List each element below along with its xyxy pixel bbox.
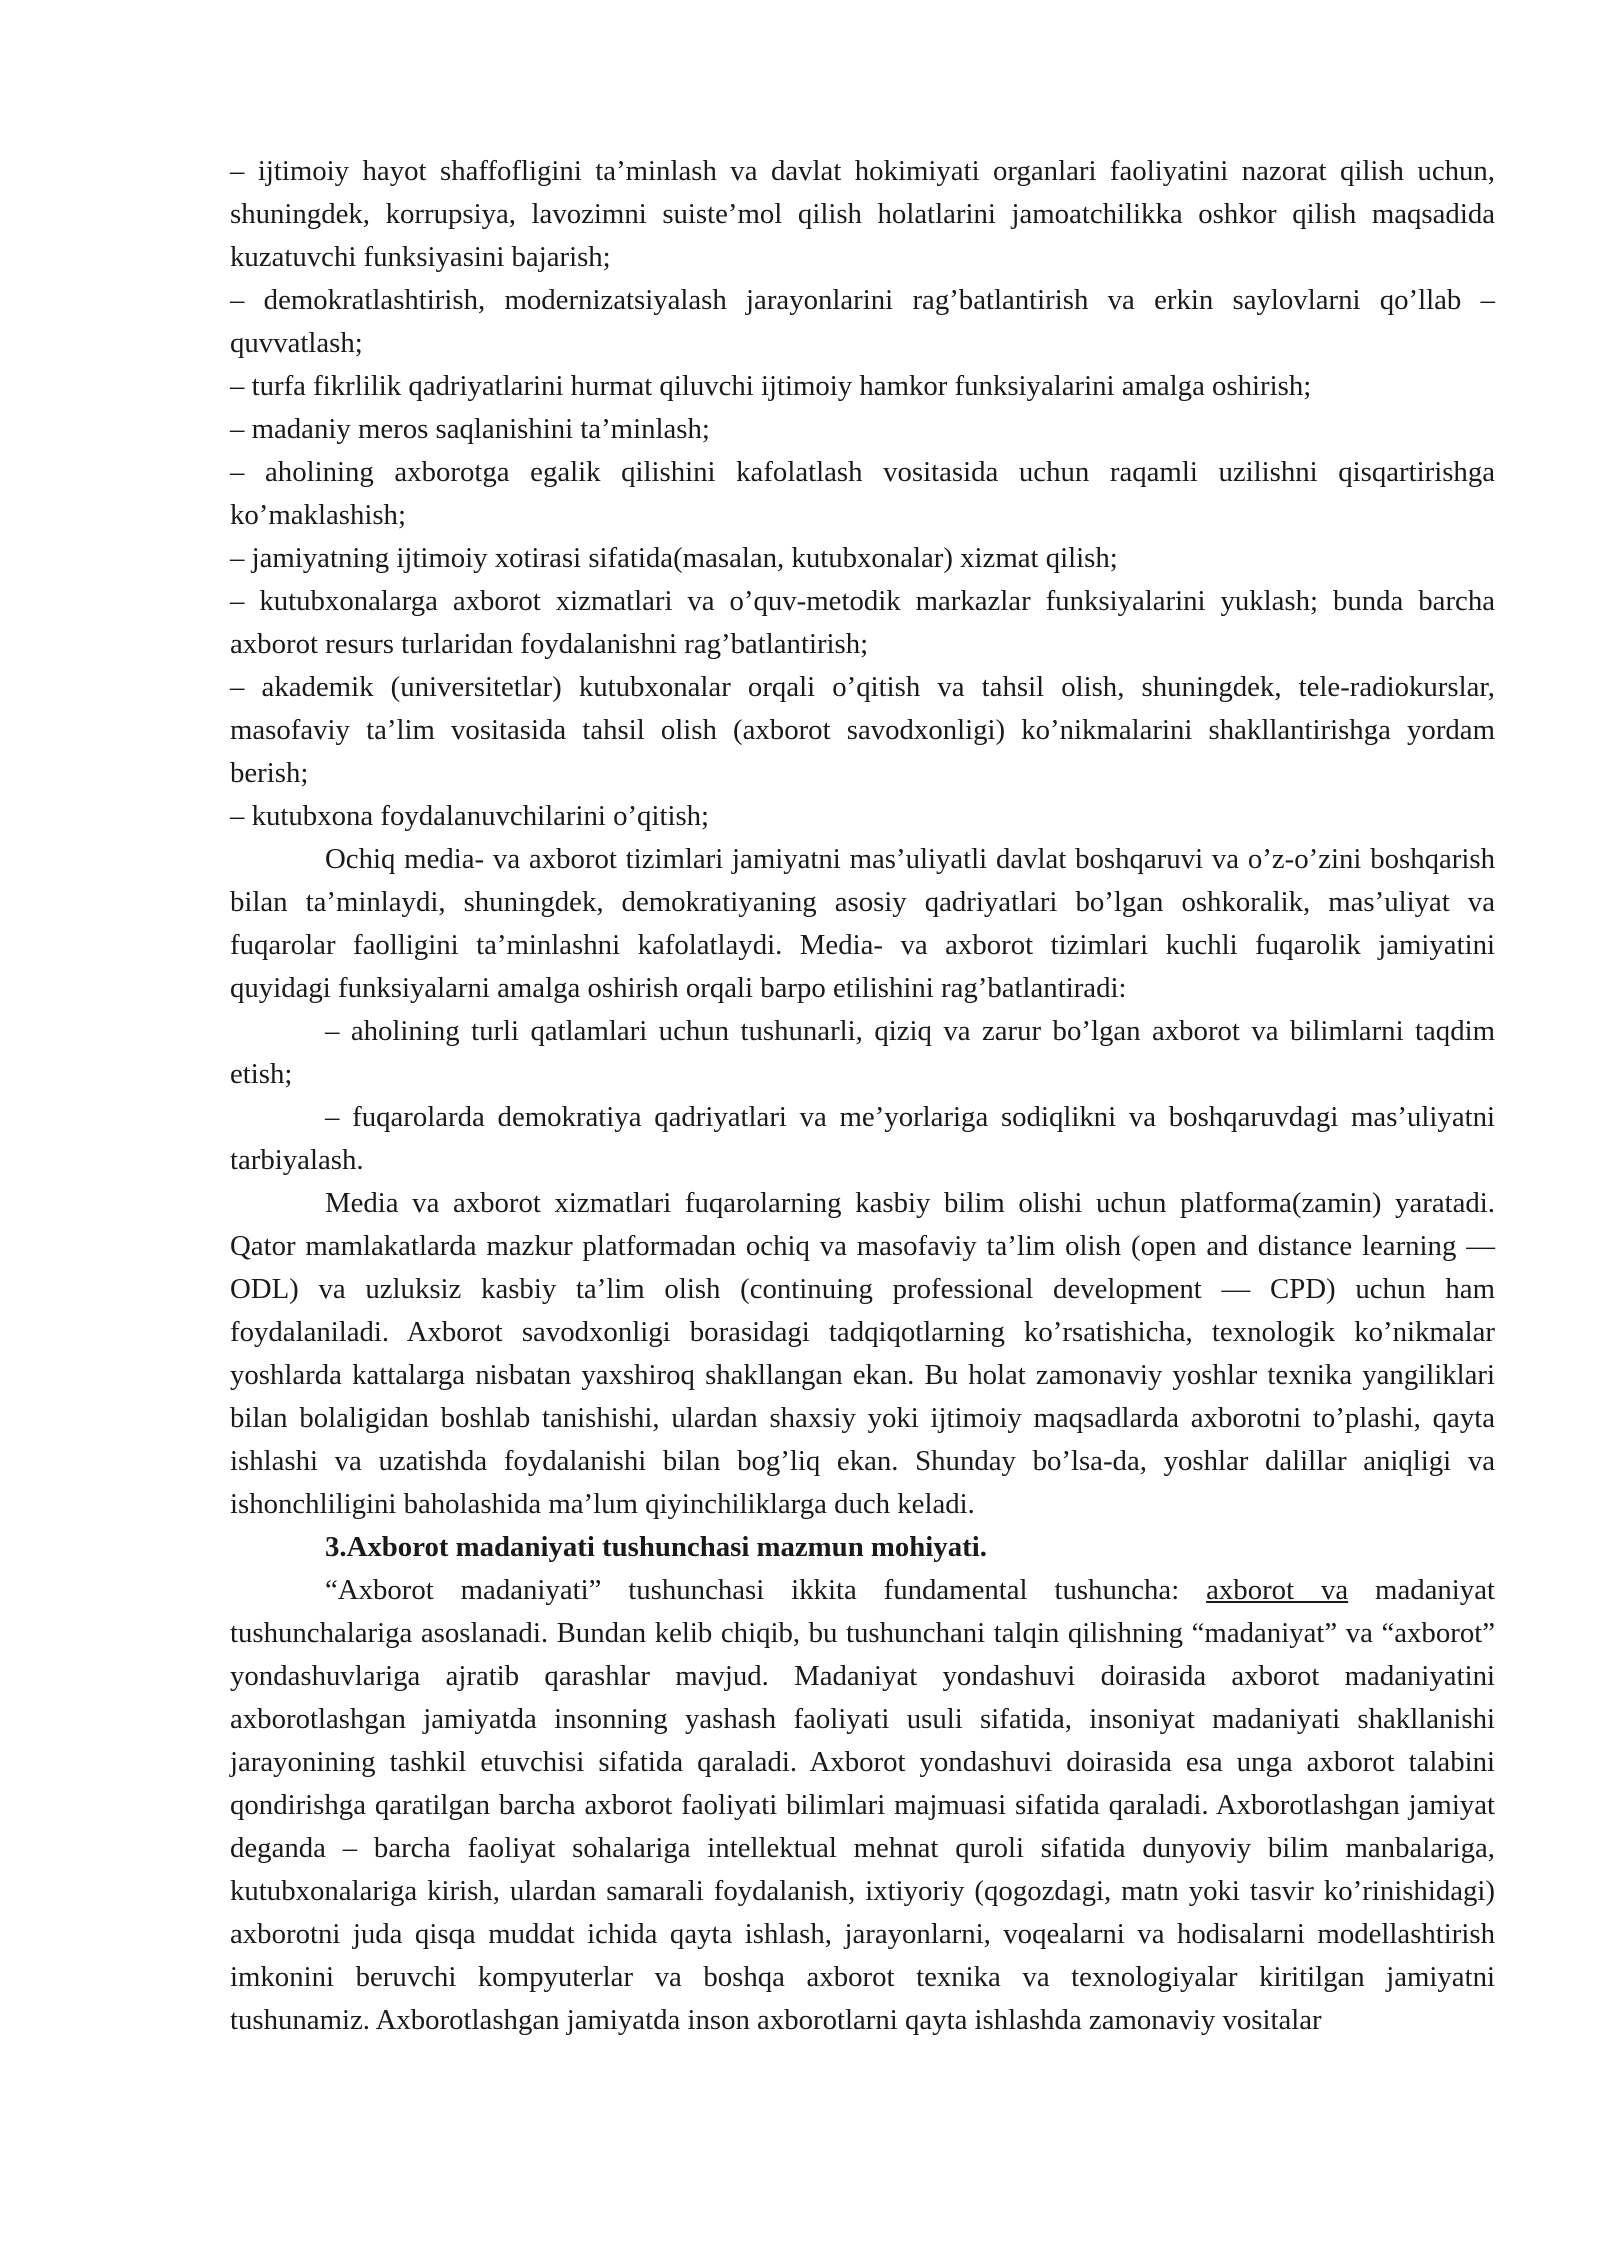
list-item: – jamiyatning ijtimoiy xotirasi sifatida(masalan, kutubxonalar) xizmat qilish; xyxy=(230,542,1118,574)
list-item: – akademik (universitetlar) kutubxonalar orqali o’qitish va tahsil olish, shuningdek, tele-radiokurslar, masofaviy ta’lim vositasida tahsil olish (axborot savodxonligi) ko’nikmalarini shakllantirishga yordam berish; xyxy=(230,671,1495,789)
underlined-text: axborot va xyxy=(1206,1574,1349,1606)
list-item: – aholining axborotga egalik qilishini kafolatlash vositasida uchun raqamli uzilishni qisqartirishga ko’maklashish; xyxy=(230,456,1495,531)
list-item: – fuqarolarda demokratiya qadriyatlari va me’yorlariga sodiqlikni va boshqaruvdagi mas’uliyatni tarbiyalash. xyxy=(230,1101,1495,1176)
body-paragraph xyxy=(230,1569,1495,2042)
list-item: – aholining turli qatlamlari uchun tushunarli, qiziq va zarur bo’lgan axborot va bilimlarni taqdim etish; xyxy=(230,1015,1495,1090)
paragraph-text: madaniyat tushunchalariga asoslanadi. Bundan kelib chiqib, bu tushunchani talqin qilishning “madaniyat” va “axborot” yondashuvlariga ajratib qarashlar mavjud. Madaniyat yondashuvi doirasida axborot madaniyatini axborotlashgan jamiyatda insonning yashash faoliyati usuli sifatida, insoniyat madaniyati shakllanishi jarayonining tashkil etuvchisi sifatida qaraladi. Axborot yondashuvi doirasida esa unga axborot talabini qondirishga qaratilgan barcha axborot faoliyati bilimlari majmuasi sifatida qaraladi. Axborotlashgan jamiyat deganda – barcha faoliyat sohalariga intellektual mehnat quroli sifatida dunyoviy bilim manbalariga, kutubxonalariga kirish, ulardan samarali foydalanish, ixtiyoriy (qogozdagi, matn yoki tasvir ko’rinishidagi) axborotni juda qisqa muddat ichida qayta ishlash, jarayonlarni, voqealarni va hodisalarni modellashtirish imkonini beruvchi kompyuterlar va boshqa axborot texnika va texnologiyalar kiritilgan jamiyatni tushunamiz. Axborotlashgan jamiyatda inson axborotlarni qayta ishlashda zamonaviy vositalar xyxy=(230,1574,1495,2036)
document-page xyxy=(230,150,1495,2042)
list-item: – demokratlashtirish, modernizatsiyalash jarayonlarini rag’batlantirish va erkin saylovlarni qo’llab –quvvatlash; xyxy=(230,284,1495,359)
body-paragraph: Media va axborot xizmatlari fuqarolarning kasbiy bilim olishi uchun platforma(zamin) yaratadi. Qator mamlakatlarda mazkur platformadan ochiq va masofaviy ta’lim olish (open and distance learning — ODL) va uzluksiz kasbiy ta’lim olish (continuing professional development — CPD) uchun ham foydalaniladi. Axborot savodxonligi borasidagi tadqiqotlarning ko’rsatishicha, texnologik ko’nikmalar yoshlarda kattalarga nisbatan yaxshiroq shakllangan ekan. Bu holat zamonaviy yoshlar texnika yangiliklari bilan bolaligidan boshlab tanishishi, ulardan shaxsiy yoki ijtimoiy maqsadlarda axborotni to’plashi, qayta ishlashi va uzatishda foydalanishi bilan bog’liq ekan. Shunday bo’lsa-da, yoshlar dalillar aniqligi va ishonchliligini baholashida ma’lum qiyinchiliklarga duch keladi. xyxy=(230,1187,1495,1520)
list-item: – turfa fikrlilik qadriyatlarini hurmat qiluvchi ijtimoiy hamkor funksiyalarini amalga oshirish; xyxy=(230,370,1312,402)
body-paragraph: Ochiq media- va axborot tizimlari jamiyatni mas’uliyatli davlat boshqaruvi va o’z-o’zini boshqarish bilan ta’minlaydi, shuningdek, demokratiyaning asosiy qadriyatlari bo’lgan oshkoralik, mas’uliyat va fuqarolar faolligini ta’minlashni kafolatlaydi. Media- va axborot tizimlari kuchli fuqarolik jamiyatini quyidagi funksiyalarni amalga oshirish orqali barpo etilishini rag’batlantiradi: xyxy=(230,843,1495,1004)
list-item: – kutubxona foydalanuvchilarini o’qitish; xyxy=(230,800,710,832)
list-item: – kutubxonalarga axborot xizmatlari va o’quv-metodik markazlar funksiyalarini yuklash; bunda barcha axborot resurs turlaridan foydalanishni rag’batlantirish; xyxy=(230,585,1495,660)
list-item: – ijtimoiy hayot shaffofligini ta’minlash va davlat hokimiyati organlari faoliyatini nazorat qilish uchun, shuningdek, korrupsiya, lavozimni suiste’mol qilish holatlarini jamoatchilikka oshkor qilish maqsadida kuzatuvchi funksiyasini bajarish; xyxy=(230,155,1495,273)
list-item: – madaniy meros saqlanishini ta’minlash; xyxy=(230,413,710,445)
paragraph-text: “Axborot madaniyati” tushunchasi ikkita fundamental tushuncha: xyxy=(325,1574,1207,1606)
section-heading: 3.Axborot madaniyati tushunchasi mazmun mohiyati. xyxy=(325,1531,987,1563)
